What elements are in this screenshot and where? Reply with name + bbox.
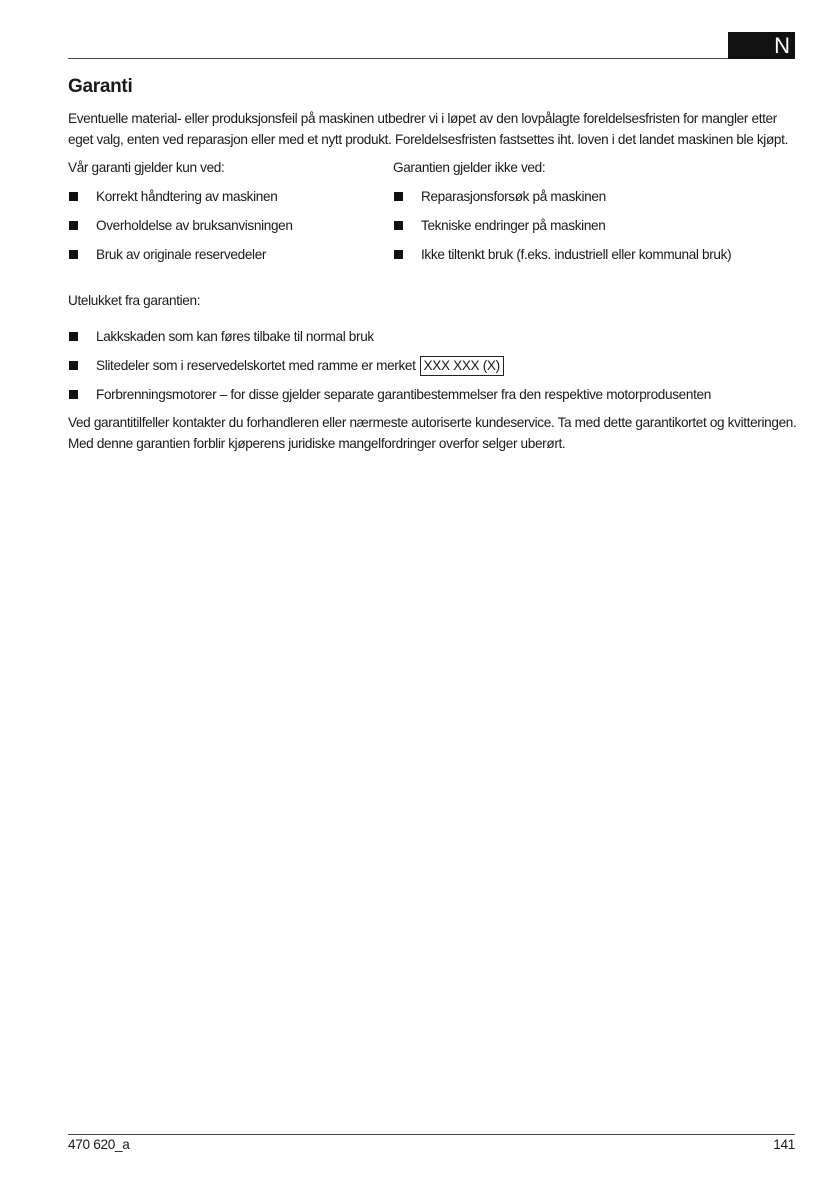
valid-heading: Vår garanti gjelder kun ved:: [68, 160, 225, 175]
bullet-square-icon: [69, 390, 78, 399]
bullet-square-icon: [394, 192, 403, 201]
language-tab: N: [728, 32, 795, 59]
list-item: Overholdelse av bruksanvisningen: [68, 215, 393, 236]
list-item: Reparasjonsforsøk på maskinen: [393, 186, 798, 207]
bullet-square-icon: [69, 332, 78, 341]
invalid-conditions: [393, 157, 798, 273]
bullet-square-icon: [69, 192, 78, 201]
conditions-columns: [68, 157, 798, 273]
page-number: 141: [773, 1137, 795, 1152]
part-number-box: XXX XXX (X): [420, 356, 504, 376]
warranty-section: [68, 74, 798, 454]
excluded-heading: Utelukket fra garantien:: [68, 293, 201, 308]
footer-rule: [68, 1134, 795, 1135]
intro-paragraph: Eventuelle material- eller produksjonsfeil på maskinen utbedrer vi i løpet av den lovpålagte foreldelsesfristen for mangler etter eget valg, enten ved reparasjon eller med et nytt produkt. Foreldelsesfristen fastsettes iht. loven i det landet maskinen ble kjøpt.: [68, 111, 788, 147]
list-item: Lakkskaden som kan føres tilbake til normal bruk: [68, 326, 798, 347]
bullet-square-icon: [69, 250, 78, 259]
list-item: Forbrenningsmotorer – for disse gjelder separate garantibestemmelser fra den respektive motorprodusenten: [68, 384, 798, 405]
bullet-square-icon: [69, 361, 78, 370]
closing-paragraph: Ved garantitilfeller kontakter du forhandleren eller nærmeste autoriserte kundeservice. Ta med dette garantikortet og kvitteringen. Med denne garantien forblir kjøperens juridiske mangelfordringer overfor selger uberørt.: [68, 415, 797, 451]
header-rule: [68, 58, 728, 59]
list-item: Ikke tiltenkt bruk (f.eks. industriell eller kommunal bruk): [393, 244, 798, 265]
bullet-square-icon: [394, 221, 403, 230]
invalid-list: [393, 186, 798, 265]
valid-conditions: [68, 157, 393, 273]
list-item: Bruk av originale reservedeler: [68, 244, 393, 265]
invalid-heading: Garantien gjelder ikke ved:: [393, 160, 546, 175]
document-code: 470 620_a: [68, 1137, 130, 1152]
section-title: Garanti: [68, 76, 133, 97]
excluded-list: [68, 326, 798, 405]
bullet-square-icon: [69, 221, 78, 230]
bullet-square-icon: [394, 250, 403, 259]
list-item: Tekniske endringer på maskinen: [393, 215, 798, 236]
list-item: Korrekt håndtering av maskinen: [68, 186, 393, 207]
valid-list: [68, 186, 393, 265]
list-item: Slitedeler som i reservedelskortet med ramme er merket XXX XXX (X): [68, 355, 798, 376]
